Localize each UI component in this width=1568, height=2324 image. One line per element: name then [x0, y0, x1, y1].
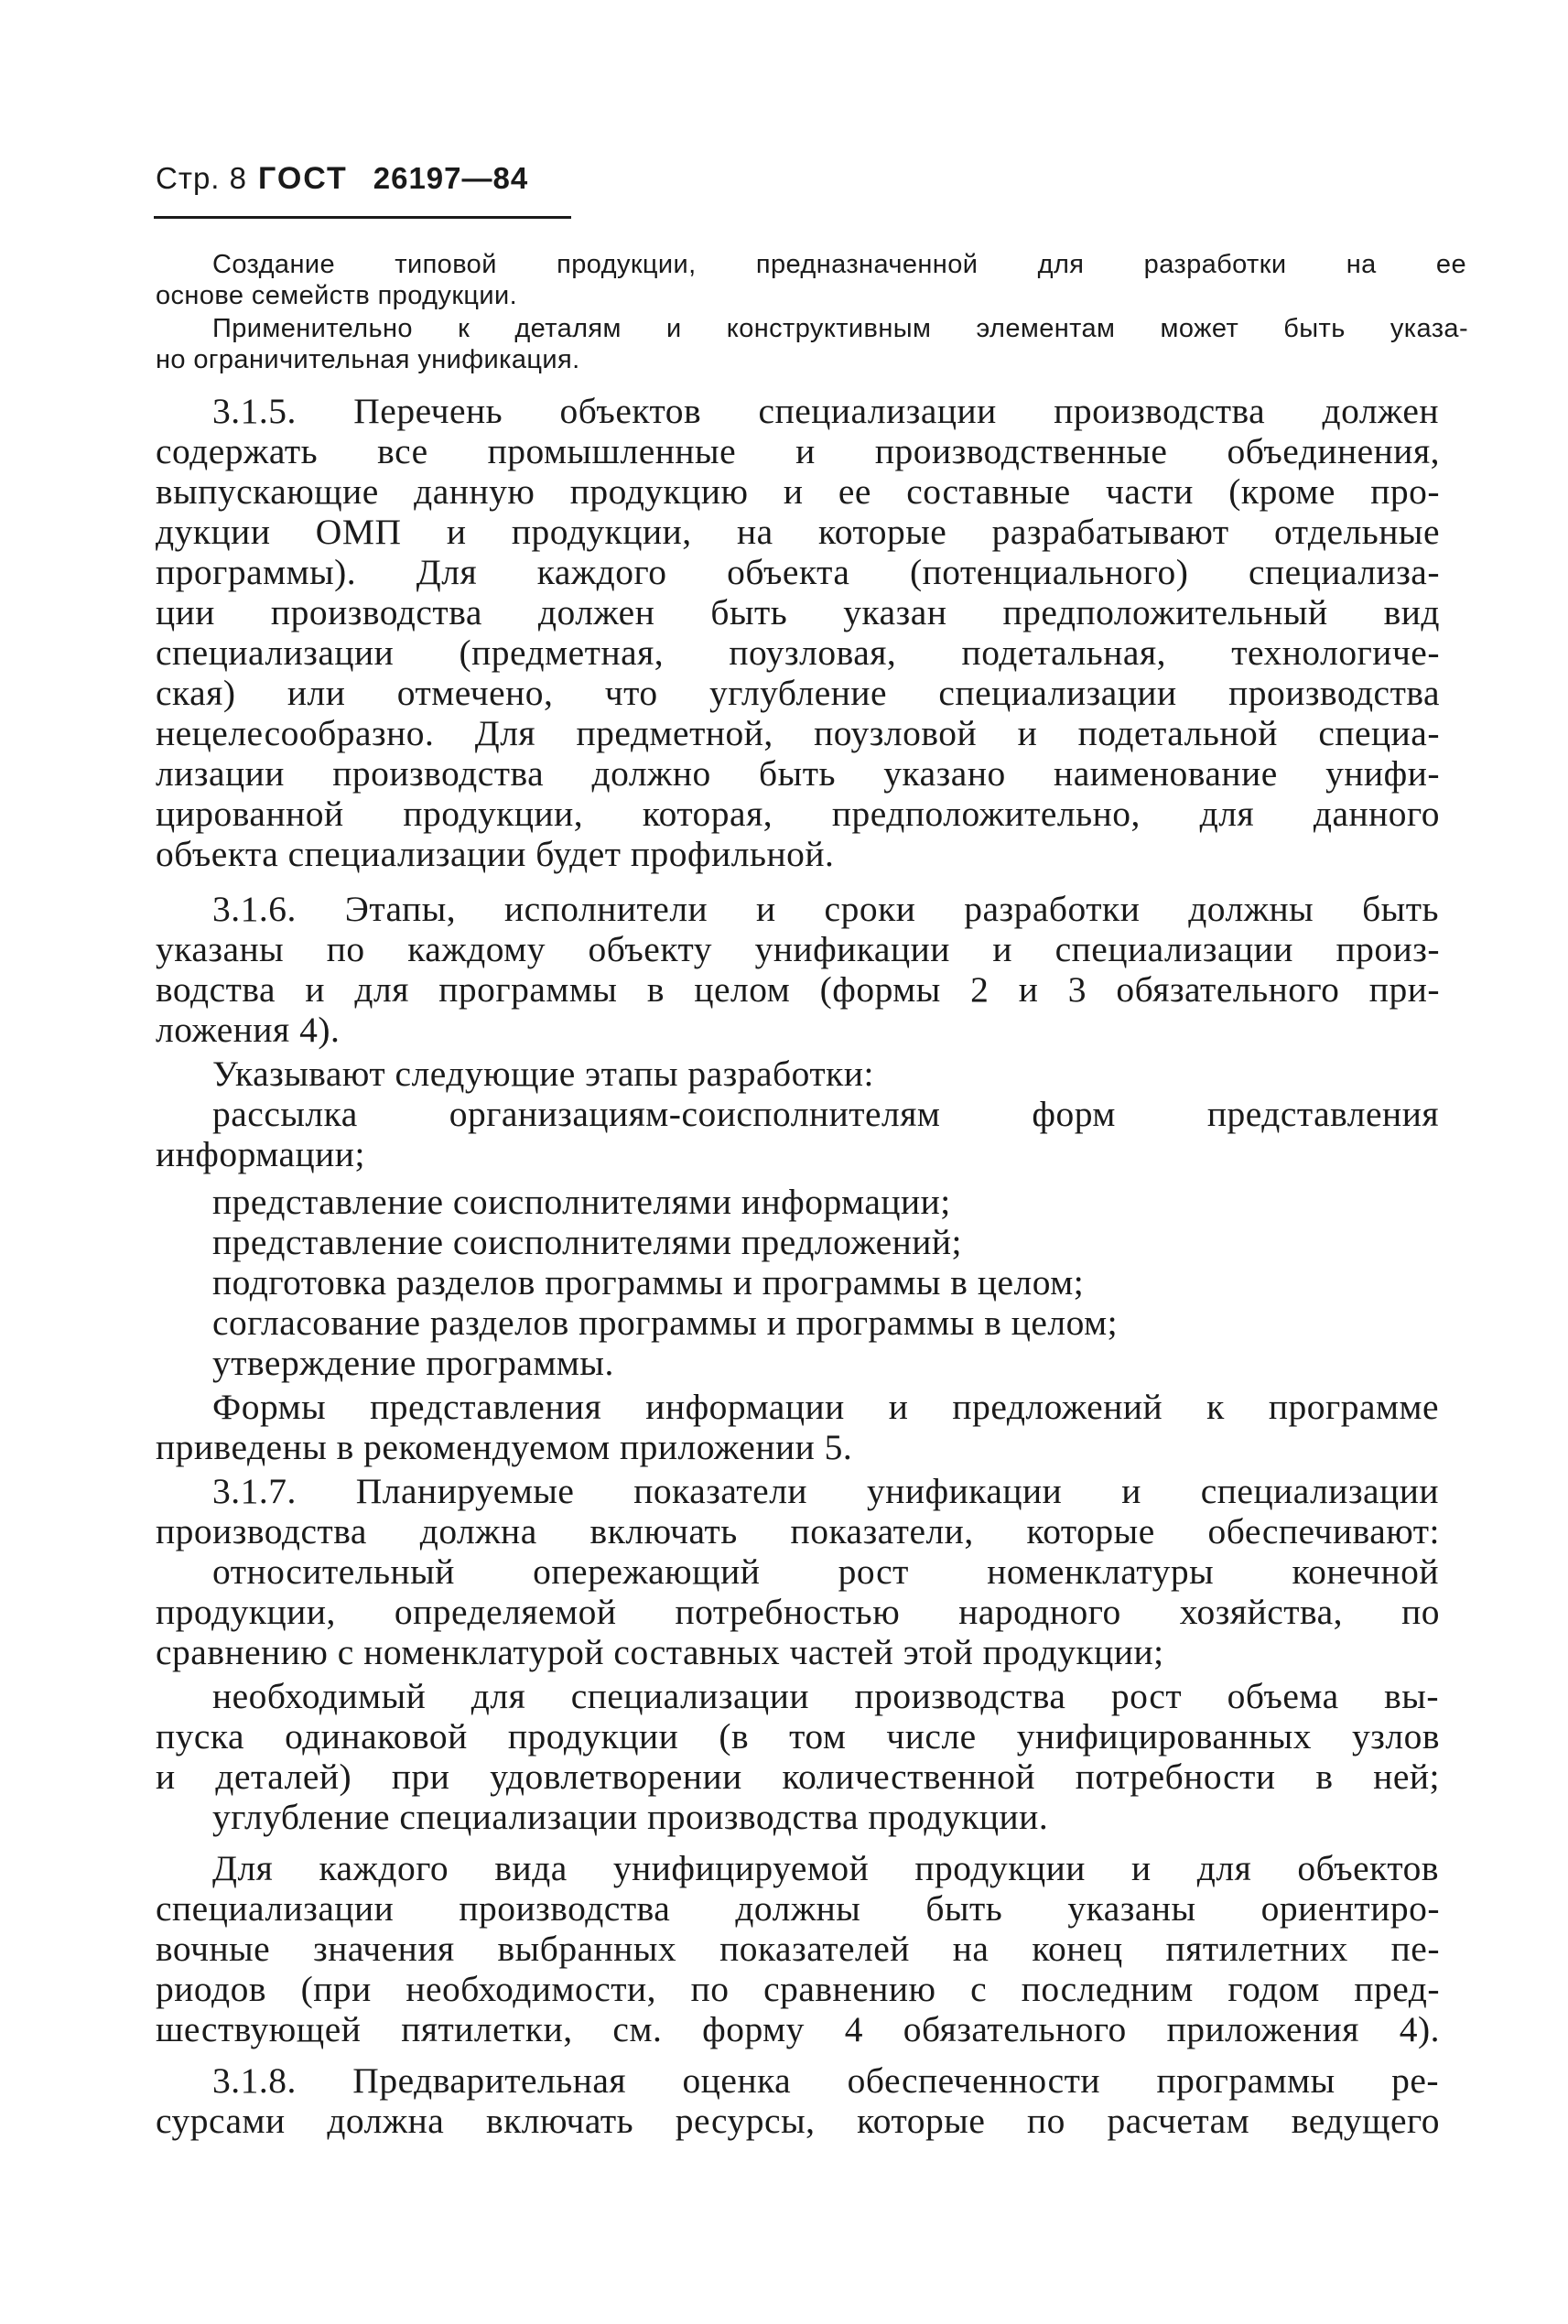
text-line: программы). Для каждого объекта (потенциального) специализа- — [156, 552, 1440, 592]
paragraph-3-1-5: 3.1.5. Перечень объектов специализации производства должен — [212, 391, 1439, 431]
paragraph-3-1-7: 3.1.7. Планируемые показатели унификации и специализации — [212, 1471, 1439, 1511]
list-item: углубление специализации производства продукции. — [212, 1797, 1049, 1837]
text-line: цированной продукции, которая, предположительно, для данного — [156, 794, 1440, 834]
text-line: ции производства должен быть указан предположительный вид — [156, 592, 1440, 632]
standard-number: 26197—84 — [373, 161, 529, 195]
text-line: дукции ОМП и продукции, на которые разрабатывают отдельные — [156, 512, 1440, 552]
text-line: и деталей) при удовлетворении количественной потребности в ней; — [156, 1757, 1440, 1797]
text-line: указаны по каждому объекту унификации и специализации произ- — [156, 929, 1440, 969]
list-item: представление соисполнителями предложений; — [212, 1222, 963, 1262]
text-line: выпускающие данную продукцию и ее составные части (кроме про- — [156, 471, 1440, 512]
text-line: ложения 4). — [156, 1010, 341, 1050]
list-item: утверждение программы. — [212, 1343, 614, 1383]
list-item: подготовка разделов программы и программы в целом; — [212, 1262, 1085, 1303]
text-line: Для каждого вида унифицируемой продукции и для объектов — [212, 1848, 1439, 1888]
text-line: информации; — [156, 1134, 365, 1174]
text-line: сурсами должна включать ресурсы, которые по расчетам ведущего — [156, 2101, 1440, 2141]
text-line: приведены в рекомендуемом приложении 5. — [156, 1427, 853, 1467]
text-line: сравнению с номенклатурой составных частей этой продукции; — [156, 1632, 1164, 1672]
text-line: водства и для программы в целом (формы 2 и 3 обязательного при- — [156, 969, 1440, 1010]
text-line: лизации производства должно быть указано наименование унифи- — [156, 753, 1440, 794]
text-line: пуска одинаковой продукции (в том числе унифицированных узлов — [156, 1716, 1440, 1757]
paragraph-3-1-8: 3.1.8. Предварительная оценка обеспеченности программы ре- — [212, 2060, 1439, 2101]
text-line: содержать все промышленные и производственные объединения, — [156, 431, 1440, 471]
text-line: вочные значения выбранных показателей на конец пятилетних пе- — [156, 1929, 1440, 1969]
text-line: риодов (при необходимости, по сравнению с последним годом пред- — [156, 1969, 1440, 2009]
text-line: нецелесообразно. Для предметной, поузловой и подетальной специа- — [156, 713, 1440, 753]
note-line: Создание типовой продукции, предназначенной для разработки на ее — [212, 250, 1466, 279]
list-item: согласование разделов программы и программы в целом; — [212, 1303, 1119, 1343]
text-line: специализации (предметная, поузловая, подетальная, технологиче- — [156, 632, 1440, 673]
note-line: Применительно к деталям и конструктивным элементам может быть указа- — [212, 314, 1468, 343]
page-number: Стр. 8 — [156, 161, 247, 195]
standard-label: ГОСТ — [258, 161, 348, 196]
paragraph-3-1-6: 3.1.6. Этапы, исполнители и сроки разработки должны быть — [212, 889, 1439, 929]
page-header — [156, 161, 577, 216]
text-line: Указывают следующие этапы разработки: — [212, 1054, 874, 1094]
header-rule — [154, 216, 571, 219]
text-line: продукции, определяемой потребностью народного хозяйства, по — [156, 1592, 1440, 1632]
list-item: относительный опережающий рост номенклатуры конечной — [212, 1551, 1439, 1592]
note-line: но ограничительная унификация. — [156, 345, 580, 374]
list-item: рассылка организациям-соисполнителям форм представления — [212, 1094, 1439, 1134]
list-item: представление соисполнителями информации; — [212, 1182, 951, 1222]
text-line: Формы представления информации и предложений к программе — [212, 1387, 1439, 1427]
text-line: ская) или отмечено, что углубление специализации производства — [156, 673, 1440, 713]
text-line: шествующей пятилетки, см. форму 4 обязательного приложения 4). — [156, 2009, 1440, 2049]
note-line: основе семейств продукции. — [156, 281, 518, 310]
text-line: специализации производства должны быть указаны ориентиро- — [156, 1888, 1440, 1929]
text-line: производства должна включать показатели, которые обеспечивают: — [156, 1511, 1440, 1551]
text-line: объекта специализации будет профильной. — [156, 834, 835, 874]
list-item: необходимый для специализации производства рост объема вы- — [212, 1676, 1439, 1716]
